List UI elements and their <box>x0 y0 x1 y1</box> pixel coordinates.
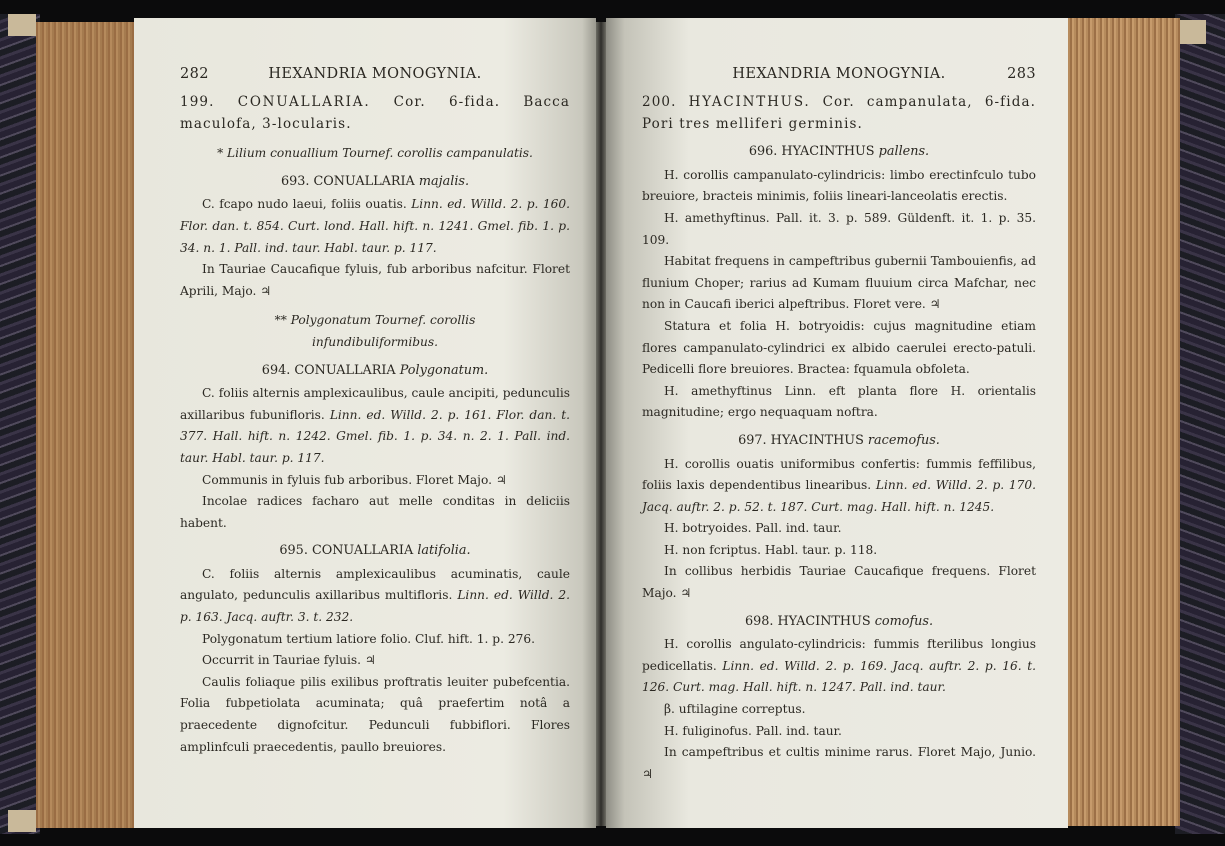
section-heading: ** Polygonatum Tournef. corollis infundibuliformibus. <box>274 313 476 349</box>
species-habitat: In collibus herbidis Tauriae Caucafique frequens. Floret Majo. ♃ <box>642 564 1036 601</box>
species-synonym: H. non fcriptus. Habl. taur. p. 118. <box>664 542 878 557</box>
section-heading: * Lilium conuallium Tournef. corollis campanulatis. <box>217 146 533 161</box>
species-habitat: Communis in fyluis fub arboribus. Floret Majo. ♃ <box>202 472 507 487</box>
left-page <box>134 18 596 828</box>
species-habitat: Habitat frequens in campeftribus gubernii Tambouienfis, ad flunium Choper; rarius ad Kumam fluuium circa Mafchar, nec non in Caucafi iberici alpeftribus. Floret vere. ♃ <box>642 254 1036 312</box>
species-synonym: Polygonatum tertium latiore folio. Cluf. hift. 1. p. 276. <box>202 631 535 646</box>
species-note: H. amethyftinus Linn. eft planta flore H. orientalis magnitudine; ergo nequaquam noftra. <box>642 383 1036 420</box>
perennial-symbol: ♃ <box>364 653 376 668</box>
cover-corner-top-left <box>8 14 36 36</box>
species-description: H. corollis angulato-cylindricis: fummis fterilibus longius pedicellatis. Linn. ed. Willd. 2. p. 169. Jacq. auftr. 2. p. 16. t. 126. Curt. mag. Hall. hift. n. 1247. Pall. ind. taur. <box>642 637 1036 695</box>
species-heading: 698. HYACINTHUS comofus. <box>744 613 934 629</box>
species-description: H. corollis campanulato-cylindricis: limbo erectinfculo tubo breuiore, bracteis minimis, foliis lineari-lanceolatis erectis. <box>642 167 1036 204</box>
perennial-symbol: ♃ <box>260 283 272 298</box>
species-heading: 693. CONUALLARIA majalis. <box>280 173 470 189</box>
book-gutter <box>596 22 606 826</box>
perennial-symbol: ♃ <box>642 766 653 781</box>
species-heading: 694. CONUALLARIA Polygonatum. <box>261 362 489 378</box>
species-observation: Statura et folia H. botryoidis: cujus magnitudine etiam flores campanulato-cylindrici ex albido caerulei erecto-patuli. Pedicelli flore breuiores. Bractea: fquamula obfoleta. <box>642 318 1036 377</box>
species-description: C. foliis alternis amplexicaulibus acuminatis, caule angulato, pedunculis axillaribus multifloris. Linn. ed. Willd. 2. p. 163. Jacq. auftr. 3. t. 232. <box>180 566 570 625</box>
species-description: C. foliis alternis amplexicaulibus, caule ancipiti, pedunculis axillaribus fubunifloris. Linn. ed. Willd. 2. p. 161. Flor. dan. t. 377. Hall. hift. n. 1242. Gmel. fib. 1. p. 34. n. 2. 1. Pall. ind. taur. Habl. taur. p. 117. <box>180 386 570 465</box>
cover-corner-top-right <box>1180 20 1206 44</box>
perennial-symbol: ♃ <box>929 297 941 312</box>
page-edges-left <box>36 22 134 828</box>
right-page-header <box>642 66 1036 90</box>
running-head: HEXANDRIA MONOGYNIA. <box>268 66 482 82</box>
perennial-symbol: ♃ <box>495 472 507 487</box>
page-number: 282 <box>180 66 209 82</box>
species-habitat: In campeftribus et cultis minime rarus. Floret Majo, Junio. ♃ <box>642 745 1036 781</box>
genus-entry: 200. HYACINTHUS. Cor. campanulata, 6-fida. Pori tres melliferi germinis. <box>642 94 1036 132</box>
species-description: C. fcapo nudo laeui, foliis ouatis. Linn. ed. Willd. 2. p. 160. Flor. dan. t. 854. Curt. lond. Hall. hift. n. 1241. Gmel. fib. 1. p. 34. n. 1. Pall. ind. taur. Habl. taur. p. 117. <box>180 197 571 255</box>
right-page <box>606 18 1068 828</box>
species-observation: Caulis foliaque pilis exilibus proftratis leuiter pubefcentia. Folia fubpetiolata acuminata; quâ praefertim notâ a praecedente dignofcitur. Pedunculi fubbiflori. Flores amplinfculi praecedentis, paullo breuiores. <box>180 674 570 754</box>
species-description: H. corollis ouatis uniformibus confertis: fummis feffilibus, foliis laxis dependentibus linearibus. Linn. ed. Willd. 2. p. 170. Jacq. auftr. 2. p. 52. t. 187. Curt. mag. Hall. hift. n. 1245. <box>642 456 1036 514</box>
species-note: Incolae radices facharo aut melle conditas in deliciis habent. <box>180 494 570 530</box>
left-page-header <box>180 66 570 90</box>
species-heading: 696. HYACINTHUS pallens. <box>748 144 930 160</box>
page-edges-right <box>1068 18 1180 826</box>
species-variety: β. uftilagine correptus. <box>664 702 806 717</box>
species-heading: 697. HYACINTHUS racemofus. <box>738 432 940 448</box>
genus-entry: 199. CONUALLARIA. Cor. 6-fida. Bacca maculofa, 3-locularis. <box>180 94 570 132</box>
species-habitat: In Tauriae Caucafique fyluis, fub arboribus nafcitur. Floret Aprili, Majo. ♃ <box>180 262 570 298</box>
species-synonym: H. fuliginofus. Pall. ind. taur. <box>664 723 842 738</box>
marbled-cover-right <box>1175 14 1225 834</box>
species-heading: 695. CONUALLARIA latifolia. <box>279 543 471 559</box>
species-synonym: H. amethyftinus. Pall. it. 3. p. 589. Güldenft. it. 1. p. 35. 109. <box>642 210 1036 247</box>
marbled-cover-left <box>0 14 40 834</box>
page-number: 283 <box>1007 66 1036 82</box>
running-head: HEXANDRIA MONOGYNIA. <box>732 66 946 82</box>
cover-corner-bottom-left <box>8 810 36 832</box>
species-habitat: Occurrit in Tauriae fyluis. ♃ <box>202 653 376 668</box>
species-synonym: H. botryoides. Pall. ind. taur. <box>664 521 842 536</box>
perennial-symbol: ♃ <box>680 586 692 601</box>
